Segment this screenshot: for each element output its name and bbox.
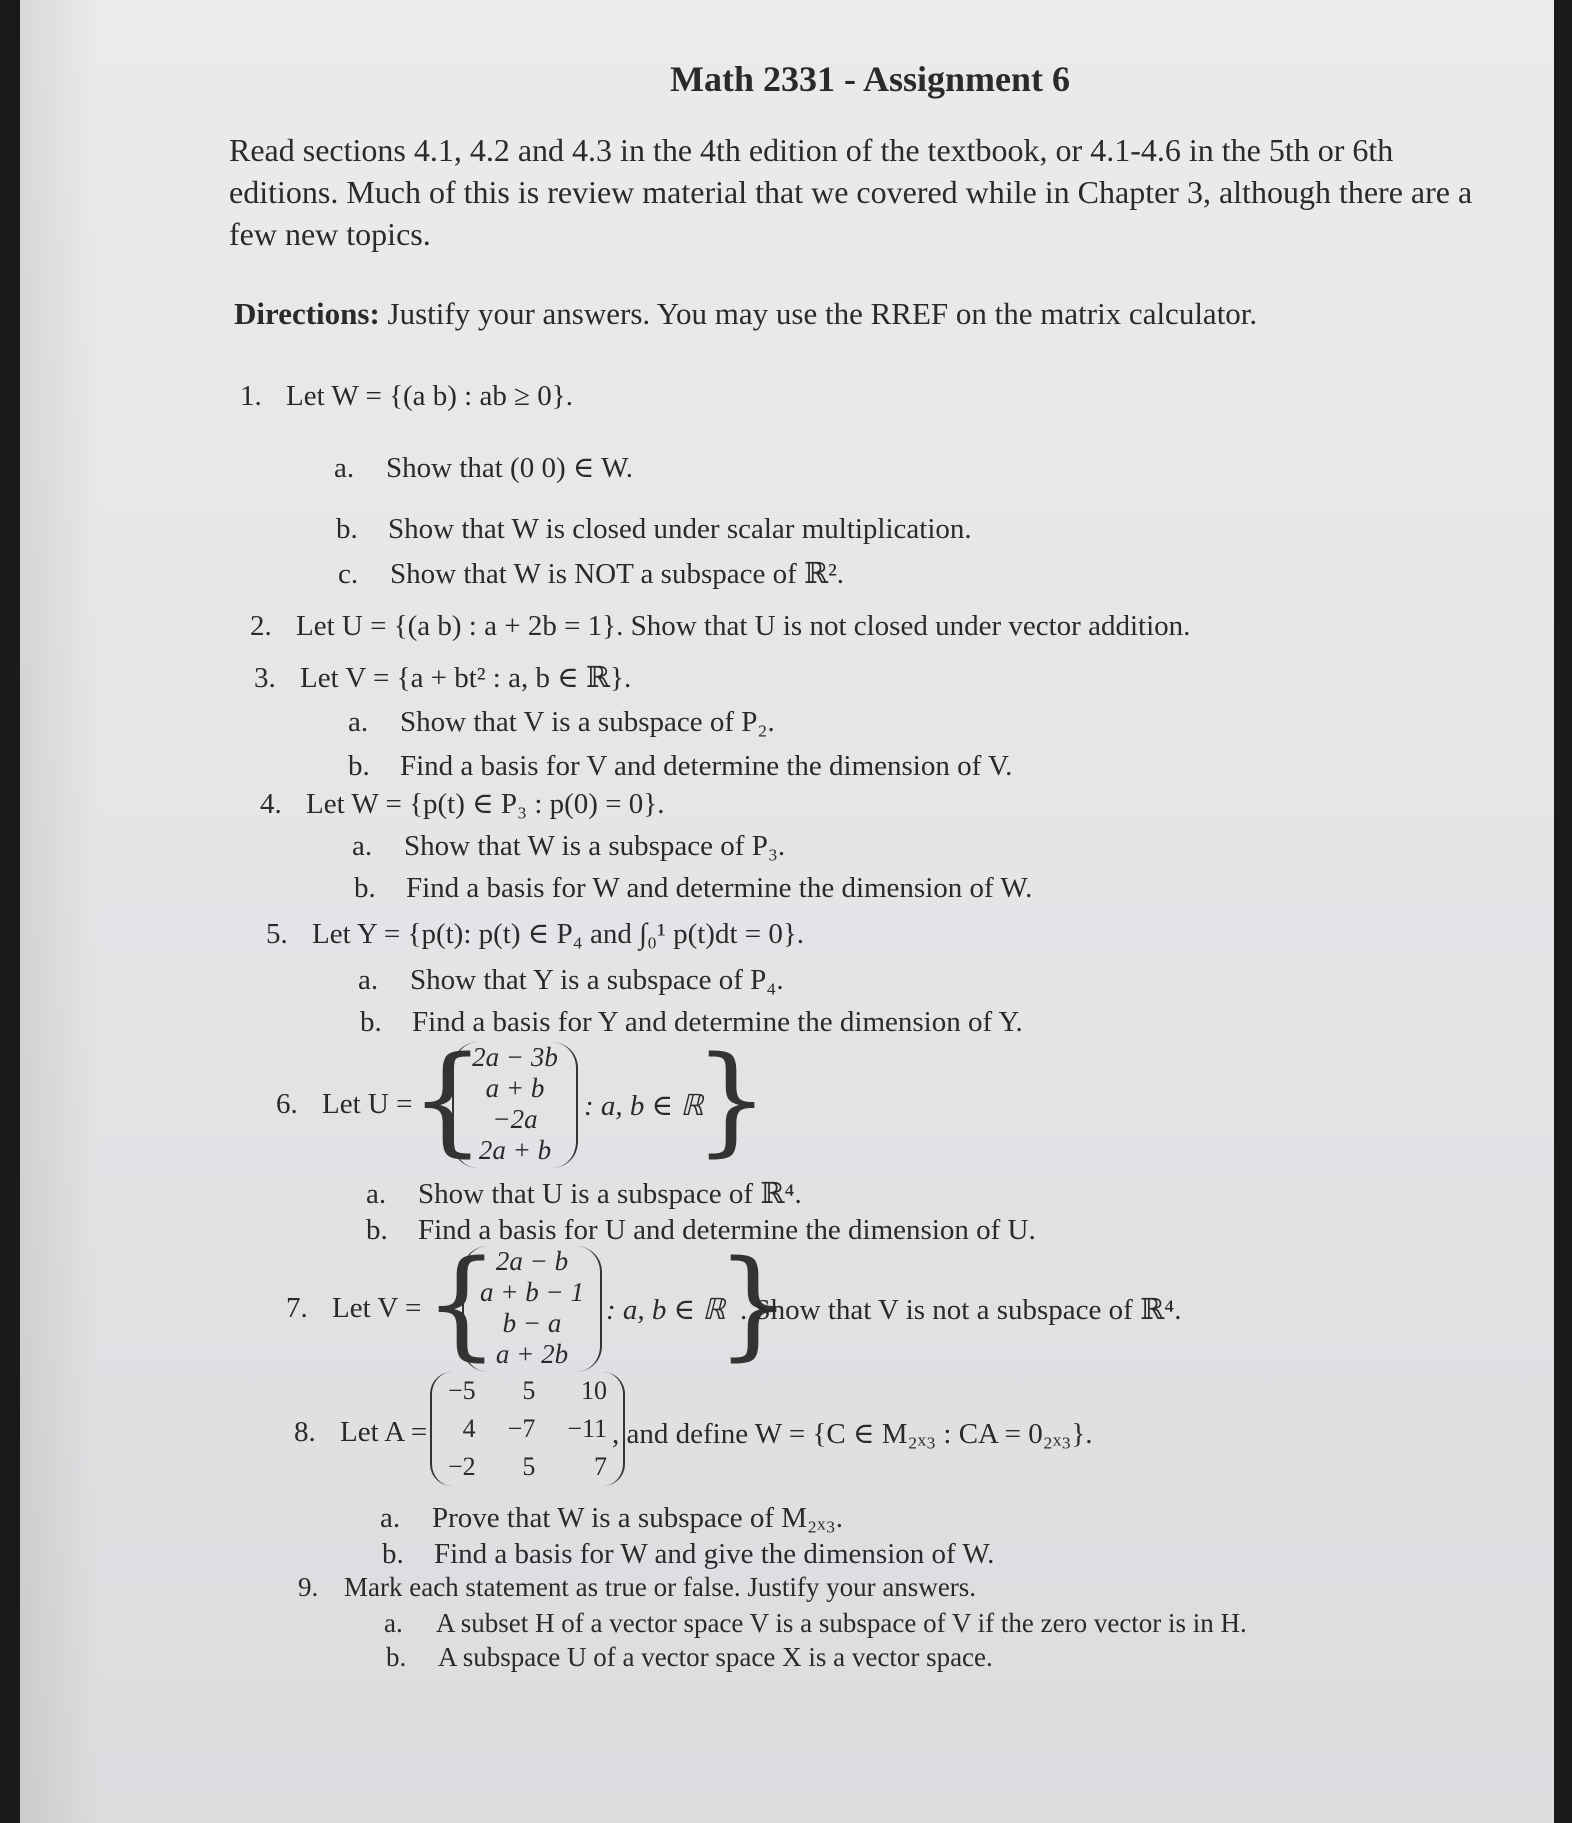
q1-part-a: a. Show that (0 0) ∈ W.: [334, 452, 634, 484]
question-4: [260, 786, 664, 821]
q9-statement: Mark each statement as true or false. Justify your answers.: [344, 1572, 977, 1602]
q8a-text: Prove that W is a subspace of M₂ₓ₃.: [432, 1502, 843, 1534]
q6-left-brace: {: [410, 1030, 486, 1168]
matrix-cell: −7: [507, 1414, 536, 1443]
q6a-text: Show that U is a subspace of ℝ⁴.: [418, 1178, 802, 1210]
question-7: [286, 1292, 421, 1325]
intro-line-1: Read sections 4.1, 4.2 and 4.3 in the 4th edition of the textbook, or 4.1-4.6 in the 5th or 6th: [229, 132, 1394, 168]
q6-part-a: a. Show that U is a subspace of ℝ⁴.: [366, 1178, 802, 1210]
intro-line-3: few new topics.: [229, 216, 431, 252]
q8-part-b: b. Find a basis for W and give the dimension of W.: [382, 1538, 995, 1570]
q8b-text: Find a basis for W and give the dimension of W.: [434, 1538, 995, 1570]
q7-vector-entry: a + 2b: [495, 1339, 569, 1369]
q2-statement: Let U = {(a b) : a + 2b = 1}. Show that U is not closed under vector addition.: [296, 610, 1191, 642]
q3-statement: Let V = {a + bt² : a, b ∈ ℝ}.: [300, 662, 632, 694]
q1c-text: Show that W is NOT a subspace of ℝ².: [390, 558, 845, 590]
question-9: [298, 1572, 976, 1603]
matrix-cell: 4: [462, 1414, 476, 1443]
q4-part-b: b. Find a basis for W and determine the dimension of W.: [354, 872, 1033, 904]
q2-number: 2.: [250, 610, 272, 642]
q5-part-a: a. Show that Y is a subspace of P₄.: [358, 964, 784, 996]
question-1: [240, 380, 573, 413]
q6-vector: [452, 1042, 578, 1168]
q5-number: 5.: [266, 918, 288, 950]
intro-line-2: editions. Much of this is review material that we covered while in Chapter 3, although there are a: [229, 174, 1473, 210]
q6-vector-entry: a + b: [485, 1073, 545, 1103]
q4-number: 4.: [260, 788, 282, 820]
q1b-text: Show that W is closed under scalar multiplication.: [388, 513, 972, 545]
question-2: [250, 610, 1190, 643]
q8-lead: Let A =: [340, 1416, 428, 1448]
matrix-cell: −11: [567, 1414, 608, 1443]
question-6: [276, 1088, 412, 1121]
page-title: Math 2331 - Assignment 6: [670, 59, 1071, 99]
q3-part-a: a. Show that V is a subspace of P₂.: [348, 706, 775, 738]
q6-number: 6.: [276, 1088, 298, 1120]
q4-part-a: a. Show that W is a subspace of P₃.: [352, 830, 786, 862]
q9-number: 9.: [298, 1572, 319, 1602]
q8-part-a: a. Prove that W is a subspace of M₂ₓ₃.: [380, 1502, 843, 1534]
q6-vector-entry: −2a: [492, 1104, 538, 1134]
page-shadow: [20, 0, 100, 1823]
q5b-text: Find a basis for Y and determine the dimension of Y.: [412, 1006, 1023, 1038]
matrix-cell: 10: [581, 1376, 608, 1405]
q4-statement: Let W = {p(t) ∈ P₃ : p(0) = 0}.: [306, 788, 665, 820]
q7-right-brace: }: [716, 1234, 792, 1372]
q1-statement: Let W = {(a b) : ab ≥ 0}.: [286, 380, 573, 412]
q6-part-b: b. Find a basis for U and determine the dimension of U.: [366, 1214, 1036, 1246]
matrix-cell: 5: [522, 1376, 536, 1405]
q1a-text: Show that (0 0) ∈ W.: [386, 452, 634, 484]
q3b-text: Find a basis for V and determine the dimension of V.: [400, 750, 1013, 782]
q7-lead: Let V =: [332, 1292, 422, 1324]
q8-number: 8.: [294, 1416, 316, 1448]
q4a-text: Show that W is a subspace of P₃.: [404, 830, 786, 862]
q3-number: 3.: [254, 662, 276, 694]
question-5: [266, 916, 804, 951]
question-8: [294, 1416, 427, 1449]
matrix-cell: 5: [522, 1452, 536, 1481]
q8-tail: , and define W = {C ∈ M₂ₓ₃ : CA = 0₂ₓ₃}.: [612, 1418, 1093, 1450]
q7-number: 7.: [286, 1292, 308, 1324]
q6-lead: Let U =: [322, 1088, 413, 1120]
q6-condition: : a, b ∈ ℝ: [584, 1090, 704, 1122]
q6b-text: Find a basis for U and determine the dimension of U.: [418, 1214, 1036, 1246]
directions-label: Directions:: [234, 296, 380, 331]
q9-part-a: a. A subset H of a vector space V is a subspace of V if the zero vector is in H.: [384, 1608, 1247, 1638]
matrix-cell: −2: [448, 1452, 476, 1481]
q7-vector-entry: b − a: [502, 1308, 562, 1338]
directions: [234, 296, 1257, 332]
q3a-text: Show that V is a subspace of P₂.: [400, 706, 775, 738]
q7-tail: . Show that V is not a subspace of ℝ⁴.: [740, 1294, 1182, 1326]
q6-right-brace: }: [694, 1030, 770, 1168]
directions-text: Justify your answers. You may use the RREF on the matrix calculator.: [387, 296, 1258, 331]
q9b-text: A subspace U of a vector space X is a vector space.: [438, 1642, 993, 1672]
q8-matrix: [430, 1372, 625, 1486]
q7-vector-entry: a + b − 1: [480, 1277, 584, 1307]
q3-part-b: b. Find a basis for V and determine the dimension of V.: [348, 750, 1013, 782]
q7-left-brace: {: [424, 1234, 500, 1372]
q5-part-b: b. Find a basis for Y and determine the dimension of Y.: [360, 1006, 1023, 1038]
q1-part-b: b. Show that W is closed under scalar multiplication.: [336, 513, 972, 545]
q1-number: 1.: [240, 380, 262, 412]
q7-vector-entry: 2a − b: [495, 1246, 569, 1276]
q6-vector-entry: 2a − 3b: [472, 1042, 558, 1072]
q4b-text: Find a basis for W and determine the dimension of W.: [406, 872, 1033, 904]
q5a-text: Show that Y is a subspace of P₄.: [410, 964, 784, 996]
q9-part-b: b. A subspace U of a vector space X is a vector space.: [386, 1642, 993, 1672]
question-3: [254, 660, 631, 695]
q5-statement: Let Y = {p(t): p(t) ∈ P₄ and ∫₀¹ p(t)dt = 0}.: [312, 918, 805, 950]
q1-part-c: c. Show that W is NOT a subspace of ℝ².: [338, 558, 845, 590]
matrix-cell: 7: [594, 1452, 608, 1481]
q7-condition: : a, b ∈ ℝ: [606, 1294, 726, 1326]
q6-vector-entry: 2a + b: [478, 1135, 552, 1165]
q9a-text: A subset H of a vector space V is a subspace of V if the zero vector is in H.: [436, 1608, 1247, 1638]
matrix-cell: −5: [448, 1376, 476, 1405]
q7-vector: [462, 1246, 602, 1372]
